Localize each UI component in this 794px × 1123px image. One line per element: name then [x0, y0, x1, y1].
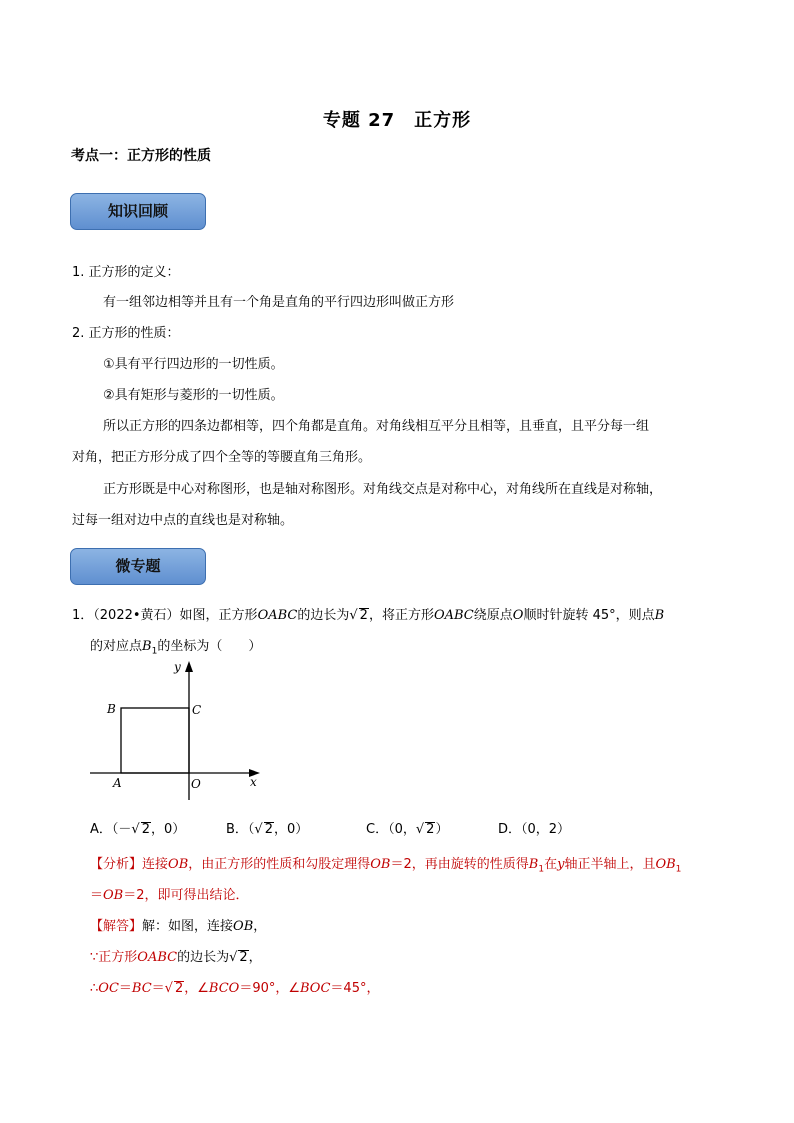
sqrt-icon: √ [254, 822, 263, 837]
sqrt-icon: √ [349, 608, 358, 623]
property-b: ②具有矩形与菱形的一切性质。 [103, 388, 284, 403]
math-var: OB [370, 857, 391, 872]
math-var: OB [655, 857, 676, 872]
option-c[interactable] [366, 818, 448, 837]
option-text: B．（ [226, 822, 255, 837]
label-b: B [107, 702, 116, 716]
property-d-line1: 正方形既是中心对称图形，也是轴对称图形。对角线交点是对称中心，对角线所在直线是对称轴， [103, 482, 663, 497]
solution-text: ，∠ [184, 981, 209, 996]
knowledge-review-badge: 知识回顾 [70, 193, 206, 230]
math-var: OB [168, 857, 189, 872]
sqrt-value: 2 [239, 950, 248, 965]
question-text: 的坐标为（ ） [157, 639, 262, 654]
question-text: 的对应点 [90, 639, 143, 654]
sqrt-value: 2 [426, 822, 435, 837]
option-text: ） [435, 822, 449, 837]
question-text: 顺时针旋转 45°，则点 [523, 608, 655, 623]
y-axis-arrow-icon [185, 661, 193, 672]
analysis-text: ＝2，即可得出结论． [123, 888, 249, 903]
solution-text: ＝90°，∠ [239, 981, 301, 996]
option-text: C．（0， [366, 822, 416, 837]
label-x: x [250, 775, 257, 789]
solution-line2 [90, 946, 262, 965]
question-text: ，将正方形 [368, 608, 434, 623]
option-text: ，0） [150, 822, 186, 837]
math-var: OB [233, 919, 254, 934]
solution-text: ＝45°， [330, 981, 380, 996]
math-var: B [142, 639, 152, 654]
analysis-text: ＝2，再由旋转的性质得 [390, 857, 529, 872]
solution-text: ∵正方形 [90, 950, 138, 965]
square-oabc [121, 708, 189, 773]
solution-text: ＝ [118, 981, 132, 996]
question-line2 [90, 635, 261, 657]
math-var: B [528, 857, 539, 872]
analysis-text: 连接 [142, 857, 169, 872]
math-var: OABC [257, 608, 298, 623]
page-title: 专题 27 正方形 [322, 110, 472, 131]
question-text: 绕原点 [473, 608, 513, 623]
math-var: OABC [433, 608, 474, 623]
label-c: C [192, 703, 202, 717]
micro-topic-badge: 微专题 [70, 548, 206, 585]
subscript: 1 [538, 864, 545, 875]
label-o: O [191, 777, 201, 791]
question-source: （2022•黄石） [93, 608, 180, 623]
sqrt-icon: √ [415, 822, 425, 837]
math-var: y [557, 857, 565, 872]
solution-text: ， [253, 919, 267, 934]
analysis-text: 在 [544, 857, 558, 872]
math-var: OC [98, 981, 119, 996]
question-line1 [72, 604, 664, 623]
analysis-line1 [90, 853, 681, 875]
solution-line1 [90, 915, 266, 934]
option-d[interactable]: D．（0，2） [498, 822, 571, 837]
solution-tag: 【解答】 [90, 919, 143, 934]
solution-text: ， [248, 950, 262, 965]
analysis-text: 轴正半轴上，且 [564, 857, 656, 872]
section-heading: 考点一：正方形的性质 [71, 148, 211, 164]
sqrt-icon: √ [164, 981, 173, 996]
solution-text: ∴ [90, 981, 99, 996]
label-a: A [113, 776, 122, 790]
sqrt-value: 2 [264, 822, 273, 837]
solution-text: 解：如图，连接 [142, 919, 234, 934]
math-var: BOC [300, 981, 331, 996]
math-var: OB [103, 888, 124, 903]
solution-line3 [90, 977, 379, 996]
coordinate-figure [88, 655, 268, 805]
sqrt-icon: √ [131, 822, 140, 837]
property-a: ①具有平行四边形的一切性质。 [103, 357, 284, 372]
question-number: 1． [72, 608, 94, 623]
analysis-line2 [90, 884, 249, 903]
math-var: B [654, 608, 665, 623]
property-c-line2: 对角，把正方形分成了四个全等的等腰直角三角形。 [72, 450, 372, 465]
sqrt-icon: √ [229, 950, 238, 965]
definition-text: 有一组邻边相等并且有一个角是直角的平行四边形叫做正方形 [103, 295, 455, 310]
question-text: 的边长为 [297, 608, 350, 623]
math-var: BCO [208, 981, 240, 996]
analysis-text: ，由正方形的性质和勾股定理得 [188, 857, 371, 872]
sqrt-value: 2 [141, 822, 150, 837]
math-var: O [512, 608, 524, 623]
option-text: A．（－ [90, 822, 132, 837]
label-y: y [174, 660, 181, 674]
math-var: OABC [137, 950, 178, 965]
solution-text: ＝ [151, 981, 165, 996]
option-a[interactable] [90, 818, 185, 837]
definition-heading: 1. 正方形的定义： [72, 265, 180, 280]
sqrt-value: 2 [174, 981, 184, 996]
subscript: 1 [675, 864, 682, 875]
analysis-text: ＝ [90, 888, 104, 903]
question-text: 如图，正方形 [179, 608, 258, 623]
option-text: ，0） [274, 822, 309, 837]
math-var: BC [131, 981, 152, 996]
properties-heading: 2. 正方形的性质： [72, 326, 180, 341]
subscript: 1 [151, 646, 158, 657]
property-c-line1: 所以正方形的四条边都相等，四个角都是直角。对角线相互平分且相等，且垂直，且平分每一组 [103, 419, 650, 434]
analysis-tag: 【分析】 [90, 857, 143, 872]
sqrt-value: 2 [359, 608, 368, 623]
solution-text: 的边长为 [177, 950, 230, 965]
option-b[interactable] [226, 818, 308, 837]
property-d-line2: 过每一组对边中点的直线也是对称轴。 [72, 513, 294, 528]
